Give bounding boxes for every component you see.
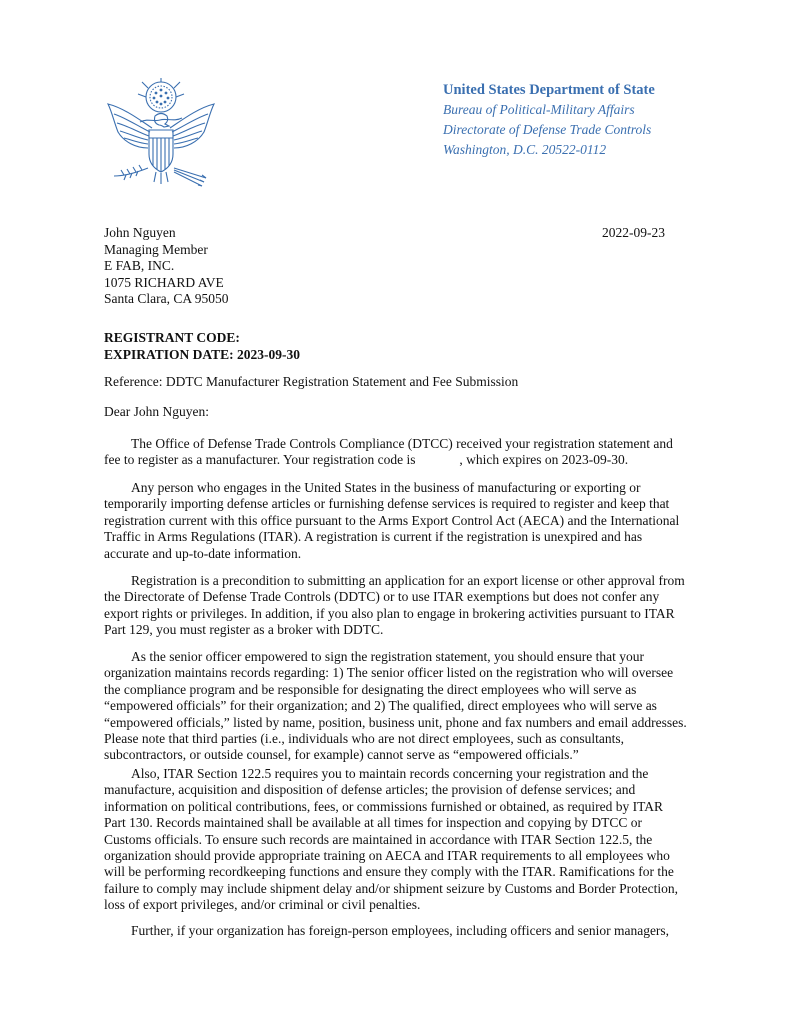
reference-line: [104, 374, 688, 390]
expiration-date: EXPIRATION DATE: 2023-09-30: [104, 346, 301, 362]
salutation: [104, 404, 688, 420]
paragraph-text: Also, ITAR Section 122.5 requires you to maintain records concerning your registration and the manufacture, acquisition and disposition of defense articles; the provision of defense services; and information on political contributions, fees, or commissions furnished or obtained, as required by ITAR Part 130. Records maintained shall be available at all times for inspection and copying by DTCC or Customs officials. To ensure such records are maintained in accordance with ITAR Section 122.5, the organization should provide appropriate training on AECA and ITAR requirements to all employees who will be performing recordkeeping functions and ensure they comply with the ITAR. Ramifications for the failure to comply may include shipment delay and/or shipment seizure by Customs and Border Protection, loss of export privileges, and/or criminal or civil penalties.: [104, 766, 679, 913]
paragraph-recordkeeping: [104, 766, 688, 914]
paragraph-text: The Office of Defense Trade Controls Compliance (DTCC) received your registration statement and fee to register as a manufacturer. Your registration code is , which expires on 2023-09-30.: [104, 436, 673, 468]
letterhead: [443, 80, 655, 160]
recipient-company: E FAB, INC.: [104, 258, 175, 273]
recipient-address: [104, 225, 229, 308]
directorate-name: Directorate of Defense Trade Controls: [443, 122, 652, 137]
paragraph-text: Registration is a precondition to submitting an application for an export license or other approval from the Directorate of Defense Trade Controls (DDTC) or to use ITAR exemptions but does not confer any export rights or privileges. In addition, if you also plan to engage in brokering activities pursuant to ITAR Part 129, you must register as a broker with DDTC.: [104, 573, 685, 638]
paragraph-text: As the senior officer empowered to sign the registration statement, you should ensure that your organization maintains records regarding: 1) The senior officer listed on the registration who will oversee the compliance program and be responsible for designating the direct employees who will serve as “empowered officials” for their organization; and 2) The qualified, direct employees who will serve as “empowered officials,” listed by name, position, business unit, phone and fax numbers and email addresses. Please note that third parties (i.e., individuals who are not direct employees, such as consultants, subcontractors, or outside counsel, for example) cannot serve as “empowered officials.”: [104, 649, 687, 763]
registrant-code-label: REGISTRANT CODE:: [104, 330, 240, 345]
recipient-street: 1075 RICHARD AVE: [104, 274, 224, 290]
recipient-title: Managing Member: [104, 241, 208, 257]
office-location: Washington, D.C. 20522-0112: [443, 142, 607, 157]
great-seal-eagle-icon: [102, 78, 220, 198]
bureau-name: Bureau of Political-Military Affairs: [443, 102, 635, 117]
salutation-text: Dear John Nguyen:: [104, 404, 209, 419]
paragraph-registration-precondition: [104, 573, 688, 639]
registration-codes: [104, 330, 300, 363]
recipient-name: John Nguyen: [104, 225, 176, 240]
paragraph-registration-requirement: [104, 480, 688, 562]
paragraph-registration-received: [104, 436, 688, 469]
paragraph-foreign-persons: [104, 923, 688, 939]
letter-date: 2022-09-23: [602, 225, 665, 240]
recipient-city: Santa Clara, CA 95050: [104, 291, 229, 306]
reference-text: Reference: DDTC Manufacturer Registration Statement and Fee Submission: [104, 374, 519, 389]
department-name: United States Department of State: [443, 82, 655, 98]
paragraph-text: Further, if your organization has foreign-person employees, including officers and senior managers,: [131, 923, 670, 938]
paragraph-text: Any person who engages in the United States in the business of manufacturing or exporting or temporarily importing defense articles or furnishing defense services is required to register and keep that registration current with this office pursuant to the Arms Export Control Act (AECA) and the International Traffic in Arms Regulations (ITAR). A registration is current if the registration is unexpired and has accurate and up-to-date information.: [104, 480, 680, 561]
paragraph-empowered-officials: [104, 649, 688, 764]
